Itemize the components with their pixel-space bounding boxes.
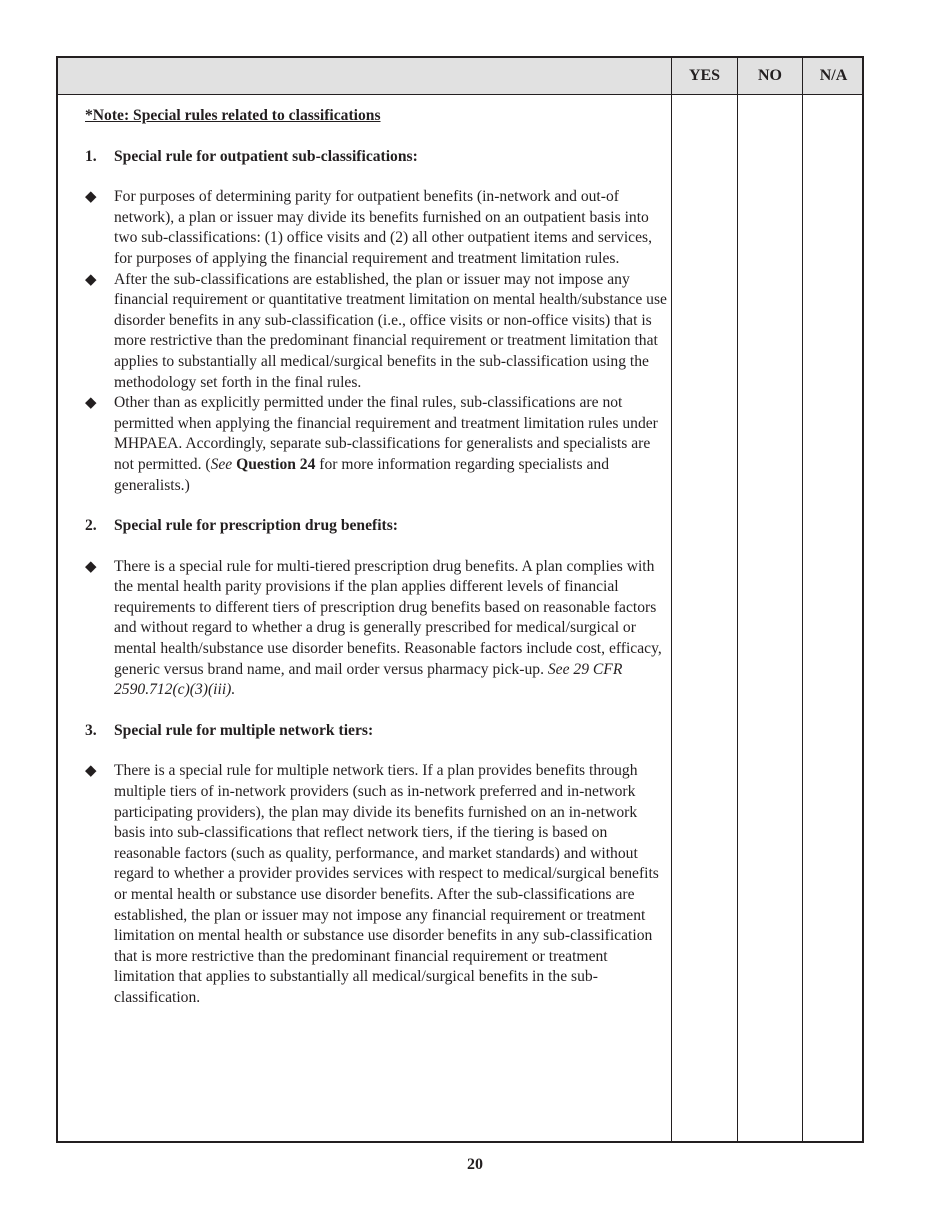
no-column-header: NO: [758, 67, 782, 84]
bullet-text: After the sub-classifications are established, the plan or issuer may not impose any financial requirement or quantitative treatment limitation on mental health/substance use disorder benefits in any sub-classification (i.e., office visits or non-office visits) that is more restrictive than the predominant financial requirement or treatment limitation that applies to substantially all medical/surgical benefits in the sub-classification using the methodology set forth in the final rules.: [114, 270, 667, 391]
section-title: Special rule for outpatient sub-classifications:: [114, 147, 418, 165]
diamond-bullet-icon: ◆: [85, 189, 97, 206]
section-heading: [85, 147, 670, 168]
cfr-citation: See 29 CFR 2590.712(c)(3)(iii).: [114, 660, 623, 699]
note-title: *Note: Special rules related to classifications: [85, 107, 381, 124]
list-item: [85, 557, 670, 701]
section-title: Special rule for prescription drug benefits:: [114, 517, 398, 535]
yes-column-header: YES: [688, 67, 721, 84]
list-item: [85, 761, 670, 1008]
list-item: [85, 393, 670, 496]
diamond-bullet-icon: ◆: [85, 763, 97, 780]
checklist-table: [56, 56, 864, 1143]
diamond-bullet-icon: ◆: [85, 395, 97, 412]
bullet-text: Other than as explicitly permitted under the final rules, sub-classifications are not permitted when applying the financial requirement and treatment limitation rules under MHPAEA. Accordingly, separate sub-classifications for generalists and specialists are not permitted. (See Question 24 for more information regarding specialists and generalists.): [114, 394, 658, 494]
question-content: [85, 106, 670, 1029]
list-item: [85, 270, 670, 394]
column-divider: [737, 58, 738, 1141]
section-number: 3.: [85, 721, 97, 739]
section-number: 2.: [85, 517, 97, 535]
diamond-bullet-icon: ◆: [85, 271, 97, 288]
bullet-text: There is a special rule for multiple network tiers. If a plan provides benefits through multiple tiers of in-network providers (such as in-network preferred and in-network participating providers), the plan may divide its benefits furnished on an in-network basis into sub-classifications that reflect network tiers, if the tiering is based on reasonable factors (such as quality, performance, and market standards) and without regard to whether a provider provides services with respect to medical/surgical benefits or mental health or substance use disorder benefits. After the sub-classifications are established, the plan or issuer may not impose any financial requirement or treatment limitation on mental health or substance use disorder benefits in any sub-classification that is more restrictive than the predominant financial requirement or treatment limitation that applies to substantially all medical/surgical benefits in the sub-classification.: [114, 762, 659, 1006]
list-item: [85, 187, 670, 269]
see-reference: See: [210, 455, 233, 473]
bullet-text: For purposes of determining parity for outpatient benefits (in-network and out-of network), a plan or issuer may divide its benefits furnished on an outpatient basis into two sub-classifications: (1) office visits and (2) all other outpatient items and services, for purposes of applying the financial requirement and treatment limitation rules.: [114, 188, 652, 267]
na-column-header: N/A: [819, 67, 848, 84]
column-divider: [802, 58, 803, 1141]
column-divider: [671, 58, 672, 1141]
section-title: Special rule for multiple network tiers:: [114, 721, 374, 739]
section-heading: [85, 516, 670, 537]
section-number: 1.: [85, 147, 97, 165]
bullet-text: There is a special rule for multi-tiered prescription drug benefits. A plan complies with the mental health parity provisions if the plan applies different levels of financial requirements to different tiers of prescription drug benefits based on reasonable factors and without regard to whether a drug is generally prescribed for medical/surgical or mental health/substance use disorder benefits. Reasonable factors include cost, efficacy, generic versus brand name, and mail order versus pharmacy pick-up. See 29 CFR 2590.712(c)(3)(iii).: [114, 557, 662, 699]
diamond-bullet-icon: ◆: [85, 558, 97, 575]
question-reference: Question 24: [236, 455, 316, 473]
page-number: 20: [467, 1156, 483, 1173]
section-heading: [85, 721, 670, 742]
